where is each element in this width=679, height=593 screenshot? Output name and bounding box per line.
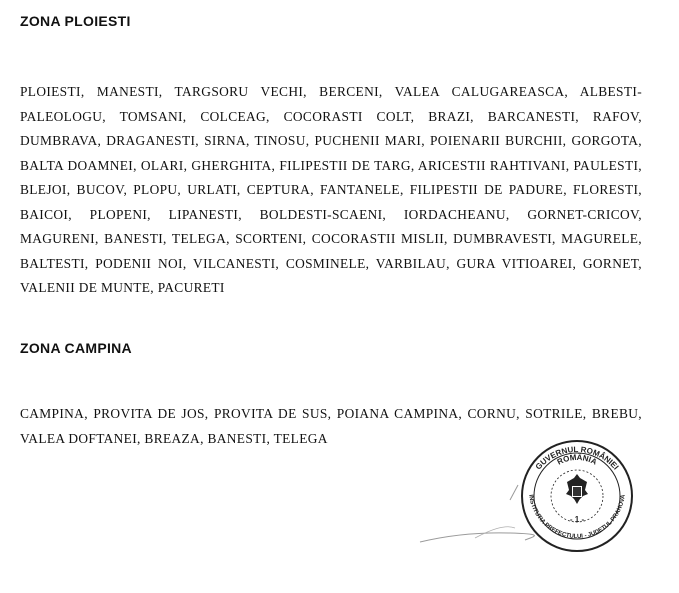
- signature-stroke: [475, 527, 515, 538]
- stamp-bottom-text: INSTITUTIA PREFECTULUI - JUDETUL PRAHOVA: [527, 494, 627, 541]
- official-stamp: [415, 440, 660, 560]
- coat-of-arms-icon: [566, 474, 588, 504]
- zona-ploiesti-localities: PLOIESTI, MANESTI, TARGSORU VECHI, BERCENI, VALEA CALUGAREASCA, ALBESTI-PALEOLOGU, TOMSANI, COLCEAG, COCORASTI COLT, BRAZI, BARCANESTI, RAFOV, DUMBRAVA, DRAGANESTI, SIRNA, TINOSU, PUCHENII MARI, POIENARII BURCHII, GORGOTA, BALTA DOAMNEI, OLARI, GHERGHITA, FILIPESTII DE TARG, ARICESTII RAHTIVANI, PAULESTI, BLEJOI, BUCOV, PLOPU, URLATI, CEPTURA, FANTANELE, FILIPESTII DE PADURE, FLORESTI, BAICOI, PLOPENI, LIPANESTI, BOLDESTI-SCAENI, IORDACHEANU, GORNET-CRICOV, MAGURENI, BANESTI, TELEGA, SCORTENI, COCORASTII MISLII, DUMBRAVESTI, MAGURELE, BALTESTI, PODENII NOI, VILCANESTI, COSMINELE, VARBILAU, GURA VITIOAREI, GORNET, VALENII DE MUNTE, PACURETI: [20, 84, 642, 295]
- stamp-number: - 1 -: [569, 515, 585, 524]
- signature-stroke: [510, 485, 518, 500]
- signature-stroke: [420, 533, 534, 542]
- zona-campina-heading: ZONA CAMPINA: [20, 340, 132, 356]
- stamp-ring-text: GUVERNUL ROMÂNIEI: [533, 444, 621, 472]
- zona-ploiesti-heading: ZONA PLOIESTI: [20, 13, 131, 29]
- stamp-top-text: ROMÂNIA: [555, 452, 599, 467]
- zona-campina-localities: CAMPINA, PROVITA DE JOS, PROVITA DE SUS, POIANA CAMPINA, CORNU, SOTRILE, BREBU, VALEA DOFTANEI, BREAZA, BANESTI, TELEGA: [20, 406, 642, 446]
